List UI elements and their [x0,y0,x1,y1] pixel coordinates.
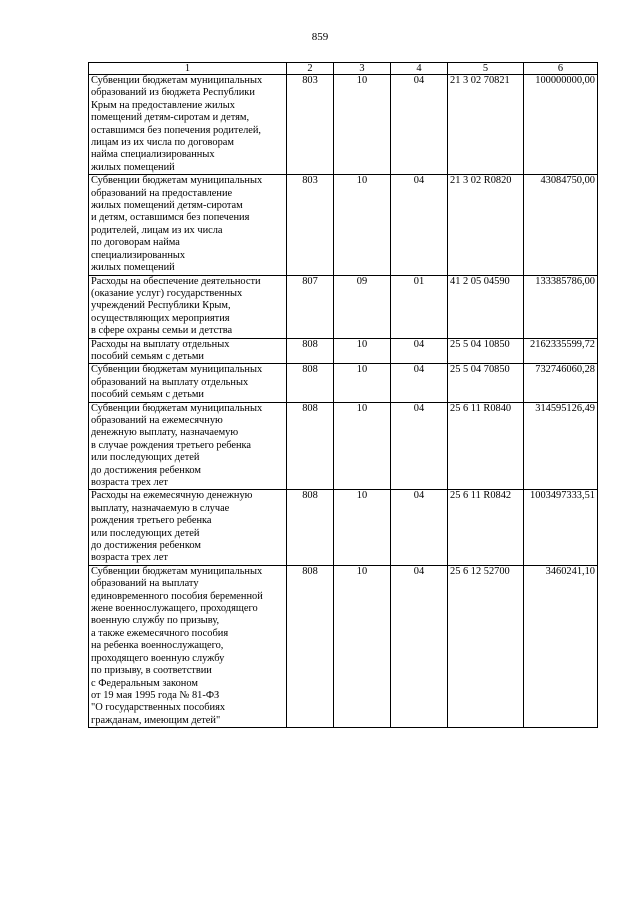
table-row [89,490,598,565]
row-ministry-code: 803 [287,175,334,275]
row-ministry-code: 808 [287,565,334,727]
row-amount: 1003497333,51 [524,490,598,565]
table-row [89,364,598,402]
row-subsection-code: 04 [391,490,448,565]
column-header-2: 2 [287,63,334,75]
column-header-3: 3 [334,63,391,75]
row-ministry-code: 808 [287,364,334,402]
budget-table [88,62,598,728]
table-row [89,338,598,364]
row-ministry-code: 808 [287,402,334,490]
column-header-4: 4 [391,63,448,75]
row-target-article: 25 5 04 70850 [448,364,524,402]
row-description: Субвенции бюджетам муниципальных образований из бюджета Республики Крым на предоставление жилых помещений детям-сиротам и детям, оставшимся без попечения родителей, лицам из их числа по договорам найма специализированных жилых помещений [89,75,287,175]
row-ministry-code: 807 [287,275,334,338]
table-row [89,402,598,490]
row-amount: 314595126,49 [524,402,598,490]
row-target-article: 25 6 11 R0842 [448,490,524,565]
row-ministry-code: 808 [287,338,334,364]
row-description: Субвенции бюджетам муниципальных образований на выплату единовременного пособия беременной жене военнослужащего, проходящего военную службу по призыву, а также ежемесячного пособия на ребенка военнослужащего, проходящего военную службу по призыву, в соответствии с Федеральным законом от 19 мая 1995 года № 81-ФЗ "О государственных пособиях гражданам, имеющим детей" [89,565,287,727]
row-subsection-code: 04 [391,364,448,402]
table-row [89,275,598,338]
table-row [89,175,598,275]
row-section-code: 10 [334,338,391,364]
row-amount: 133385786,00 [524,275,598,338]
row-subsection-code: 04 [391,175,448,275]
row-amount: 732746060,28 [524,364,598,402]
row-section-code: 10 [334,565,391,727]
row-ministry-code: 808 [287,490,334,565]
row-section-code: 10 [334,490,391,565]
row-subsection-code: 04 [391,565,448,727]
column-header-6: 6 [524,63,598,75]
row-target-article: 25 6 12 52700 [448,565,524,727]
row-target-article: 21 3 02 R0820 [448,175,524,275]
row-section-code: 10 [334,75,391,175]
row-description: Субвенции бюджетам муниципальных образований на предоставление жилых помещений детям-сиротам и детям, оставшимся без попечения родителей, лицам из их числа по договорам найма специализированных жилых помещений [89,175,287,275]
row-subsection-code: 04 [391,338,448,364]
table-row [89,75,598,175]
row-description: Расходы на обеспечение деятельности (оказание услуг) государственных учреждений Республики Крым, осуществляющих мероприятия в сфере охраны семьи и детства [89,275,287,338]
page-number: 859 [311,31,329,43]
row-section-code: 10 [334,364,391,402]
row-description: Расходы на выплату отдельных пособий семьям с детьми [89,338,287,364]
row-description: Субвенции бюджетам муниципальных образований на ежемесячную денежную выплату, назначаемую в случае рождения третьего ребенка или последующих детей до достижения ребенком возраста трех лет [89,402,287,490]
row-subsection-code: 04 [391,402,448,490]
row-subsection-code: 04 [391,75,448,175]
row-target-article: 41 2 05 04590 [448,275,524,338]
row-amount: 3460241,10 [524,565,598,727]
table-row [89,565,598,727]
row-section-code: 10 [334,175,391,275]
row-target-article: 25 6 11 R0840 [448,402,524,490]
row-section-code: 10 [334,402,391,490]
row-description: Субвенции бюджетам муниципальных образований на выплату отдельных пособий семьям с детьми [89,364,287,402]
column-header-1: 1 [89,63,287,75]
row-amount: 100000000,00 [524,75,598,175]
row-section-code: 09 [334,275,391,338]
row-subsection-code: 01 [391,275,448,338]
row-ministry-code: 803 [287,75,334,175]
column-header-5: 5 [448,63,524,75]
row-amount: 2162335599,72 [524,338,598,364]
row-amount: 43084750,00 [524,175,598,275]
header-row [89,63,598,75]
row-description: Расходы на ежемесячную денежную выплату, назначаемую в случае рождения третьего ребенка или последующих детей до достижения ребенком возраста трех лет [89,490,287,565]
row-target-article: 25 5 04 10850 [448,338,524,364]
row-target-article: 21 3 02 70821 [448,75,524,175]
